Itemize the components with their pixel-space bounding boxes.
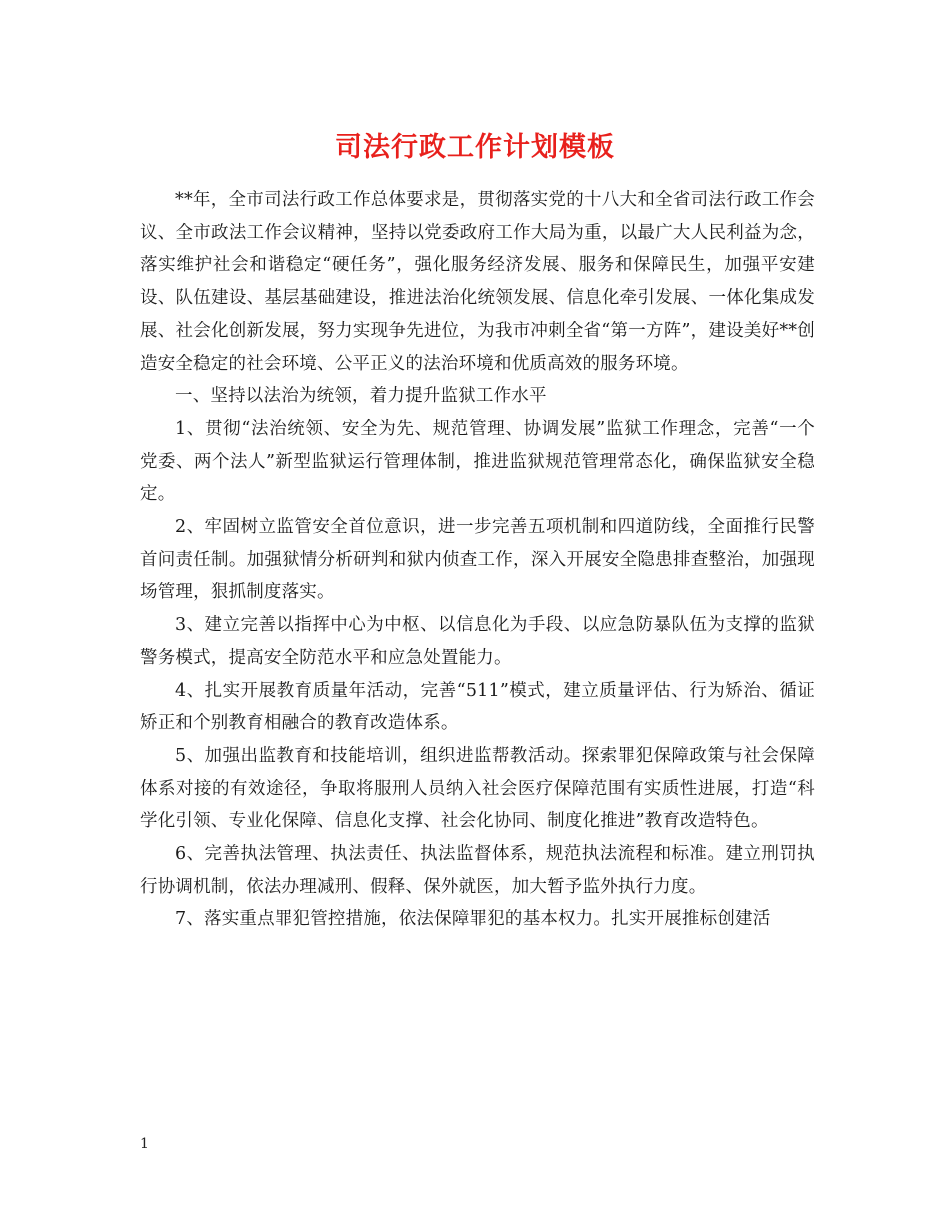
document-body (140, 184, 815, 936)
page-number: 1 (140, 1136, 149, 1152)
paragraph-item-1: 1、贯彻“法治统领、安全为先、规范管理、协调发展”监狱工作理念，完善“一个党委、两个法人”新型监狱运行管理体制，推进监狱规范管理常态化，确保监狱安全稳定。 (140, 418, 815, 505)
paragraph-item-4: 4、扎实开展教育质量年活动，完善“511”模式，建立质量评估、行为矫治、循证矫正和个别教育相融合的教育改造体系。 (140, 680, 815, 734)
paragraph-item-5: 5、加强出监教育和技能培训，组织进监帮教活动。探索罪犯保障政策与社会保障体系对接的有效途径，争取将服刑人员纳入社会医疗保障范围有实质性进展，打造“科学化引领、专业化保障、信息化支撑、社会化协同、制度化推进”教育改造特色。 (140, 745, 815, 832)
paragraph-item-6: 6、完善执法管理、执法责任、执法监督体系，规范执法流程和标准。建立刑罚执行协调机制，依法办理减刑、假释、保外就医，加大暂予监外执行力度。 (140, 844, 815, 897)
paragraph-item-3: 3、建立完善以指挥中心为中枢、以信息化为手段、以应急防暴队伍为支撑的监狱警务模式，提高安全防范水平和应急处置能力。 (140, 615, 815, 668)
paragraph-item-2: 2、牢固树立监管安全首位意识，进一步完善五项机制和四道防线，全面推行民警首问责任制。加强狱情分析研判和狱内侦查工作，深入开展安全隐患排查整治，加强现场管理，狠抓制度落实。 (140, 517, 815, 603)
document-title: 司法行政工作计划模板 (335, 132, 615, 163)
paragraph-intro: **年，全市司法行政工作总体要求是，贯彻落实党的十八大和全省司法行政工作会议、全市政法工作会议精神，坚持以党委政府工作大局为重，以最广大人民利益为念，落实维护社会和谐稳定“硬任务”，强化服务经济发展、服务和保障民生，加强平安建设、队伍建设、基层基础建设，推进法治化统领发展、信息化牵引发展、一体化集成发展、社会化创新发展，努力实现争先进位，为我市冲刺全省“第一方阵”，建设美好**创造安全稳定的社会环境、公平正义的法治环境和优质高效的服务环境。 (140, 190, 815, 374)
section-heading-1: 一、坚持以法治为统领，着力提升监狱工作水平 (175, 386, 547, 407)
paragraph-item-7: 7、落实重点罪犯管控措施，依法保障罪犯的基本权力。扎实开展推标创建活 (175, 909, 771, 930)
